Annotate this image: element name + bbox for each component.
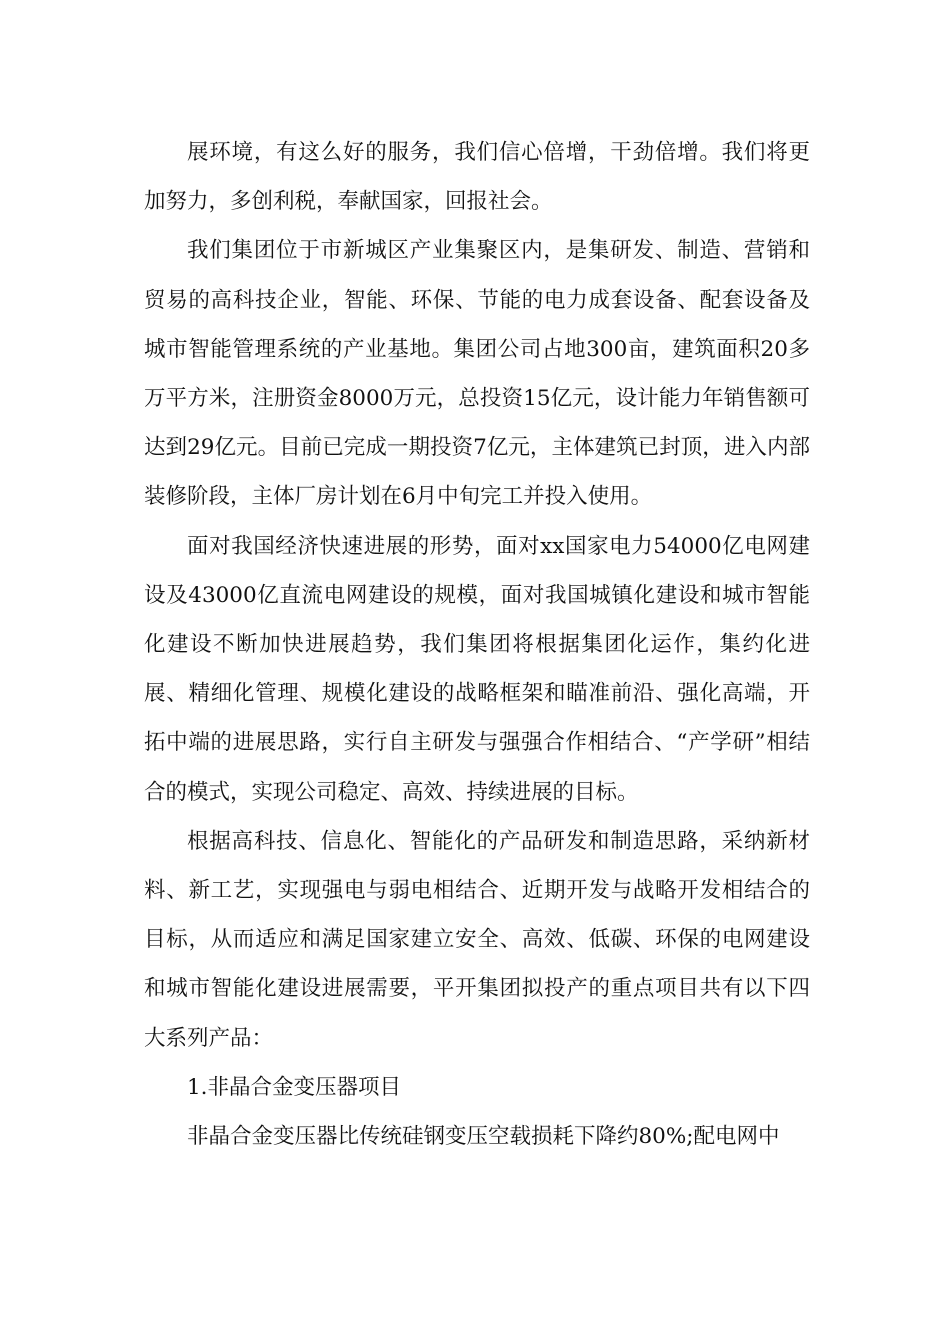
paragraph-continuation: 展环境，有这么好的服务，我们信心倍增，干劲倍增。我们将更加努力，多创利税，奉献国家，回报社会。 [144, 140, 810, 215]
document-body [144, 128, 810, 1161]
paragraph-amorphous-transformer: 非晶合金变压器比传统硅钢变压空载损耗下降约80%;配电网中 [187, 1124, 780, 1150]
paragraph-company-profile: 我们集团位于市新城区产业集聚区内，是集研发、制造、营销和贸易的高科技企业，智能、环保、节能的电力成套设备、配套设备及城市智能管理系统的产业基地。集团公司占地300亩，建筑面积20多万平方米，注册资金8000万元，总投资15亿元，设计能力年销售额可达到29亿元。目前已完成一期投资7亿元，主体建筑已封顶，进入内部装修阶段，主体厂房计划在6月中旬完工并投入使用。 [144, 238, 810, 510]
section-heading-amorphous-transformer: 1.非晶合金变压器项目 [187, 1074, 402, 1100]
paragraph-product-series: 根据高科技、信息化、智能化的产品研发和制造思路，采纳新材料、新工艺，实现强电与弱电相结合、近期开发与战略开发相结合的目标，从而适应和满足国家建立安全、高效、低碳、环保的电网建设和城市智能化建设进展需要，平开集团拟投产的重点项目共有以下四大系列产品： [144, 828, 810, 1051]
paragraph-development-strategy: 面对我国经济快速进展的形势，面对xx国家电力54000亿电网建设及43000亿直流电网建设的规模，面对我国城镇化建设和城市智能化建设不断加快进展趋势，我们集团将根据集团化运作，集约化进展、精细化管理、规模化建设的战略框架和瞄准前沿、强化高端，开拓中端的进展思路，实行自主研发与强强合作相结合、“产学研”相结合的模式，实现公司稳定、高效、持续进展的目标。 [144, 533, 810, 805]
